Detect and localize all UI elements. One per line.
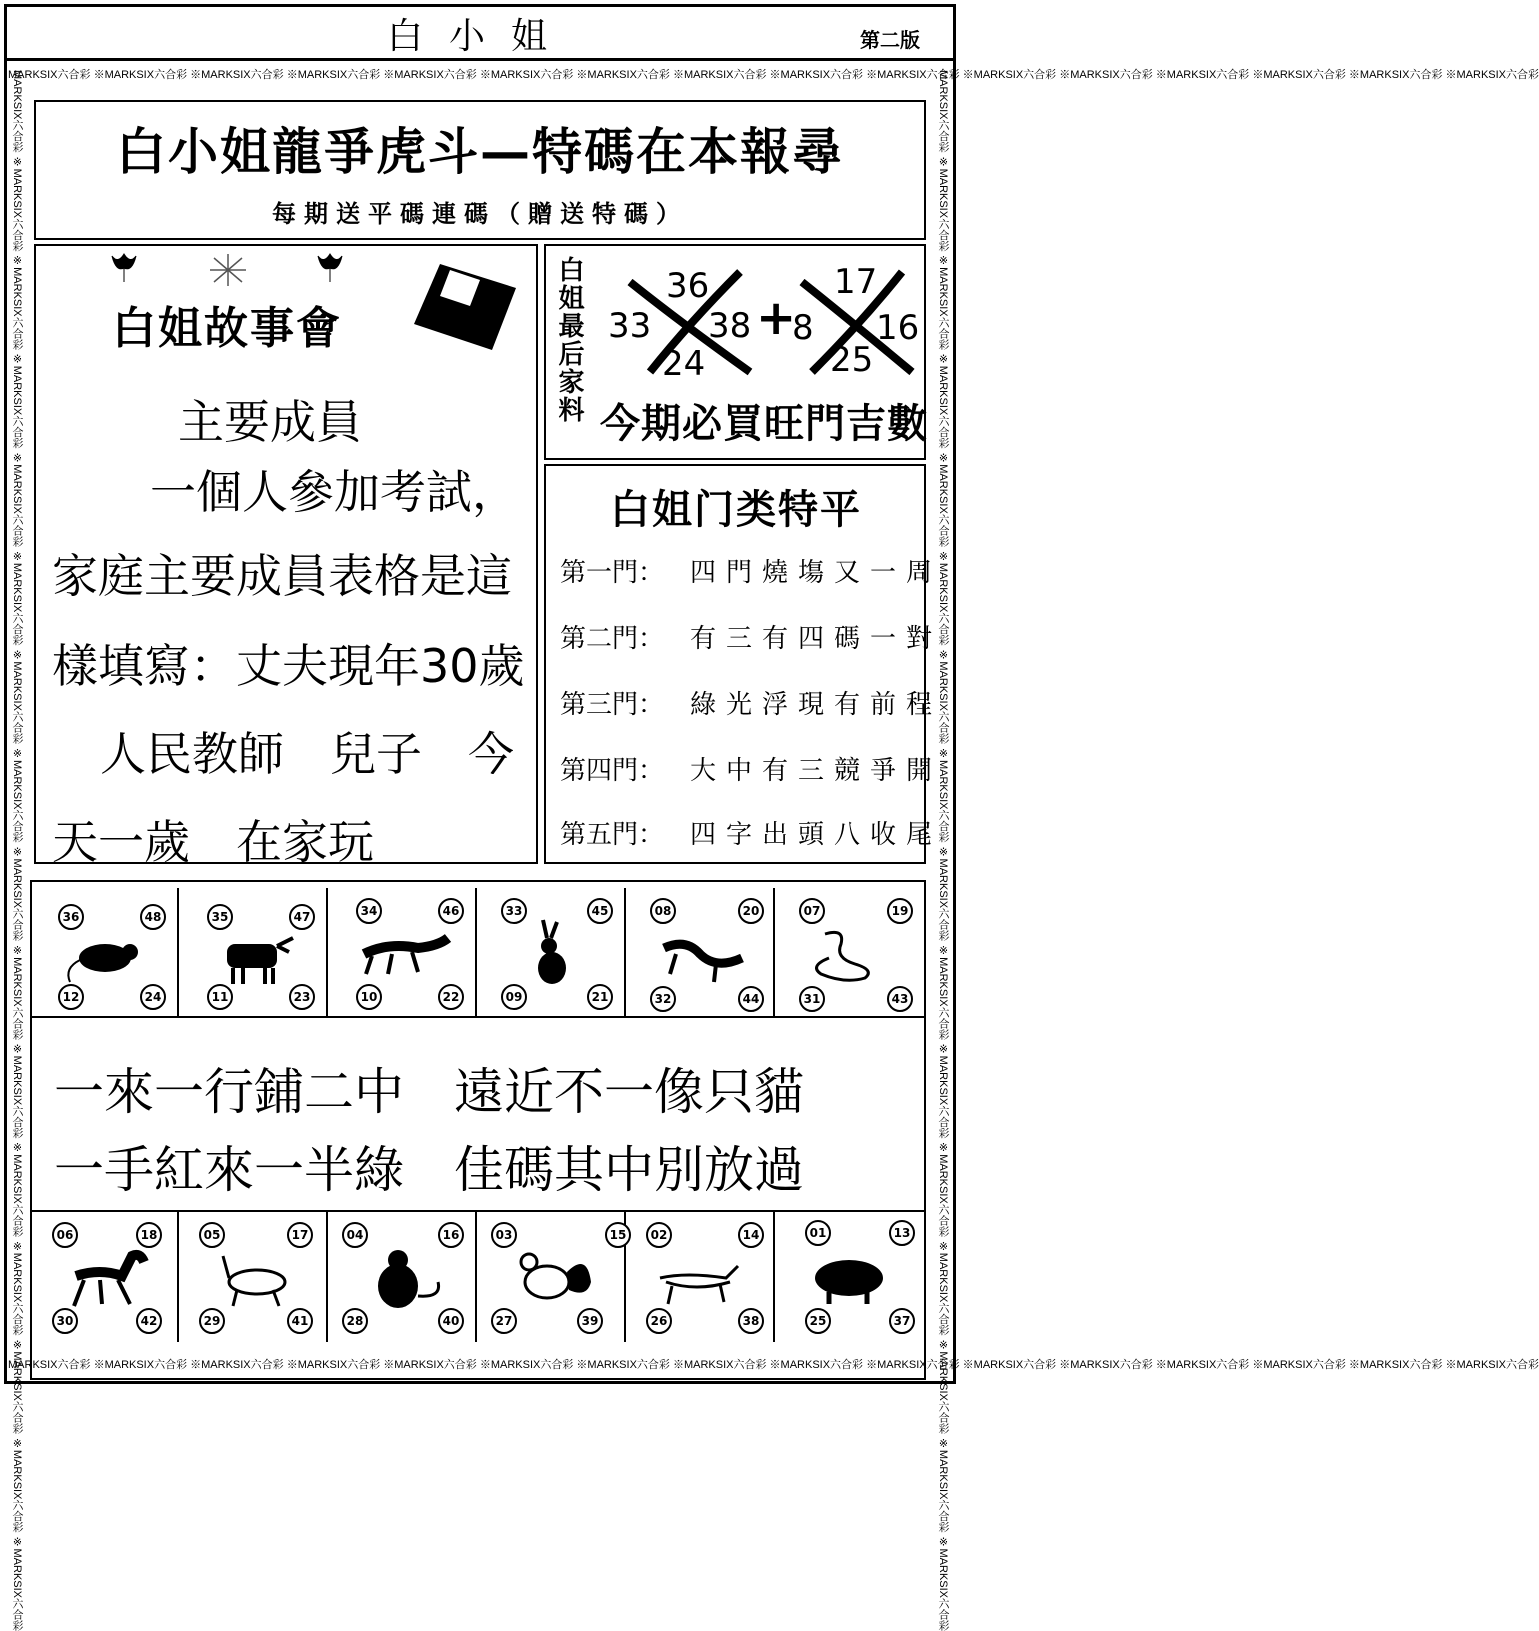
cross-number: 38 <box>708 306 752 346</box>
number-ball: 20 <box>738 898 764 924</box>
number-ball: 44 <box>738 986 764 1012</box>
rat-icon <box>60 918 150 988</box>
ox-icon <box>209 918 299 988</box>
number-ball: 28 <box>342 1308 368 1334</box>
number-ball: 19 <box>887 898 913 924</box>
number-ball: 12 <box>58 984 84 1010</box>
marksix-border-left: MARKSIX六合彩 ※MARKSIX六合彩 ※MARKSIX六合彩 ※MARKSIX六合彩 ※MARKSIX六合彩 ※MARKSIX六合彩 ※MARKSIX六合彩 ※MARKSIX六合彩 ※MARKSIX六合彩 ※MARKSIX六合彩 ※MARKSIX六合彩 ※MARKSIX六合彩 ※MARKSIX六合彩 ※MARKSIX六合彩 ※MARKSIX六合彩 ※MARKSIX六合彩 <box>11 70 23 1631</box>
zodiac-cell <box>477 1212 626 1342</box>
cross-number: 36 <box>666 266 710 306</box>
lucky-numbers-caption: 今期必買旺門吉數 <box>600 401 928 447</box>
goat-icon <box>209 1242 299 1312</box>
tulip-icon <box>310 250 350 284</box>
marksix-border-right: MARKSIX六合彩 ※MARKSIX六合彩 ※MARKSIX六合彩 ※MARKSIX六合彩 ※MARKSIX六合彩 ※MARKSIX六合彩 ※MARKSIX六合彩 ※MARKSIX六合彩 ※MARKSIX六合彩 ※MARKSIX六合彩 ※MARKSIX六合彩 ※MARKSIX六合彩 ※MARKSIX六合彩 ※MARKSIX六合彩 ※MARKSIX六合彩 ※MARKSIX六合彩 <box>937 70 949 1631</box>
story-line: 天一歲 在家玩 <box>52 815 374 869</box>
number-ball: 22 <box>438 984 464 1010</box>
door-item: 第三門： 綠光浮現有前程 <box>560 690 943 720</box>
number-ball: 04 <box>342 1222 368 1248</box>
number-ball: 31 <box>799 986 825 1012</box>
number-ball: 24 <box>140 984 166 1010</box>
zodiac-cell <box>626 1212 775 1342</box>
zodiac-cell <box>179 1212 328 1342</box>
door-item: 第二門： 有三有四碼一對 <box>560 624 943 654</box>
number-ball: 35 <box>207 904 233 930</box>
number-ball: 03 <box>491 1222 517 1248</box>
number-ball: 02 <box>646 1222 672 1248</box>
number-ball: 46 <box>438 898 464 924</box>
zodiac-cell <box>328 888 477 1018</box>
story-line: 人民教師 兒子 今 <box>100 727 514 781</box>
number-ball: 15 <box>605 1222 631 1248</box>
number-ball: 33 <box>501 898 527 924</box>
headline-main: 白小姐龍爭虎斗—特碼在本報尋 <box>116 123 844 181</box>
number-ball: 36 <box>58 904 84 930</box>
door-item: 第五門： 四字出頭八收尾 <box>560 820 943 850</box>
cross-number: 16 <box>876 308 920 348</box>
number-ball: 48 <box>140 904 166 930</box>
door-item: 第一門： 四門燒塲又一周 <box>560 558 943 588</box>
rooster-icon <box>507 1242 597 1312</box>
door-categories-title: 白姐门类特平 <box>610 487 862 533</box>
number-ball: 25 <box>805 1308 831 1334</box>
poem-line: 一手紅來一半綠 佳碼其中別放過 <box>54 1141 804 1199</box>
zodiac-cell <box>30 888 179 1018</box>
number-ball: 37 <box>889 1308 915 1334</box>
dog-icon <box>656 1242 746 1312</box>
panel-vertical-label: 白姐最后家料 <box>554 256 584 424</box>
story-line: 一個人參加考試， <box>150 465 518 519</box>
number-ball: 43 <box>887 986 913 1012</box>
zodiac-cell <box>328 1212 477 1342</box>
story-line: 家庭主要成員表格是這 <box>52 549 512 603</box>
book-icon <box>410 260 520 352</box>
number-ball: 06 <box>52 1222 78 1248</box>
number-ball: 23 <box>289 984 315 1010</box>
dragon-icon <box>656 918 746 988</box>
zodiac-cell <box>775 888 924 1018</box>
number-ball: 45 <box>587 898 613 924</box>
cross-number: 33 <box>608 306 652 346</box>
number-ball: 21 <box>587 984 613 1010</box>
tulip-icon <box>104 250 144 284</box>
number-ball: 26 <box>646 1308 672 1334</box>
number-ball: 13 <box>889 1220 915 1246</box>
number-ball: 39 <box>577 1308 603 1334</box>
zodiac-cell <box>775 1212 924 1342</box>
monkey-icon <box>358 1242 448 1312</box>
number-ball: 16 <box>438 1222 464 1248</box>
cross-number: 25 <box>830 340 874 380</box>
plus-sign: + <box>756 290 797 346</box>
number-ball: 30 <box>52 1308 78 1334</box>
story-line: 樣填寫：丈夫現年30歲 <box>52 639 525 693</box>
page-title: 白小姐 <box>386 16 573 57</box>
number-ball: 47 <box>289 904 315 930</box>
headline-sub: 每期送平碼連碼（贈送特碼） <box>272 200 688 228</box>
edition-label: 第二版 <box>860 28 920 52</box>
cross-number: 24 <box>662 344 706 384</box>
sparkle-icon <box>206 252 250 288</box>
story-line: 主要成員 <box>178 395 362 449</box>
horse-icon <box>60 1242 150 1312</box>
snake-icon <box>805 918 895 988</box>
number-ball: 01 <box>805 1220 831 1246</box>
zodiac-cell <box>179 888 328 1018</box>
number-ball: 08 <box>650 898 676 924</box>
pig-icon <box>805 1242 895 1312</box>
number-ball: 34 <box>356 898 382 924</box>
zodiac-cell <box>477 888 626 1018</box>
story-title: 白姐故事會 <box>112 303 342 354</box>
zodiac-cell <box>30 1212 179 1342</box>
number-ball: 42 <box>136 1308 162 1334</box>
number-ball: 29 <box>199 1308 225 1334</box>
cross-number: 17 <box>834 262 878 302</box>
number-ball: 40 <box>438 1308 464 1334</box>
marksix-border-bottom: MARKSIX六合彩 ※MARKSIX六合彩 ※MARKSIX六合彩 ※MARKSIX六合彩 ※MARKSIX六合彩 ※MARKSIX六合彩 ※MARKSIX六合彩 ※MARKSIX六合彩 ※MARKSIX六合彩 ※MARKSIX六合彩 ※MARKSIX六合彩 ※MARKSIX六合彩 ※MARKSIX六合彩 ※MARKSIX六合彩 ※MARKSIX六合彩 ※MARKSIX六合彩 <box>8 1359 1539 1371</box>
zodiac-row-bottom <box>30 1210 926 1340</box>
number-ball: 32 <box>650 986 676 1012</box>
number-ball: 11 <box>207 984 233 1010</box>
number-ball: 10 <box>356 984 382 1010</box>
number-ball: 18 <box>136 1222 162 1248</box>
tiger-icon <box>358 918 448 988</box>
number-ball: 17 <box>287 1222 313 1248</box>
header-divider <box>4 58 956 61</box>
number-ball: 07 <box>799 898 825 924</box>
number-ball: 41 <box>287 1308 313 1334</box>
poem-line: 一來一行鋪二中 遠近不一像只貓 <box>54 1063 804 1121</box>
zodiac-row-top <box>30 888 926 1018</box>
number-ball: 09 <box>501 984 527 1010</box>
number-ball: 27 <box>491 1308 517 1334</box>
number-ball: 05 <box>199 1222 225 1248</box>
zodiac-cell <box>626 888 775 1018</box>
number-ball: 38 <box>738 1308 764 1334</box>
cross-number: 8 <box>792 308 814 348</box>
number-ball: 14 <box>738 1222 764 1248</box>
rabbit-icon <box>507 918 597 988</box>
marksix-border-top: MARKSIX六合彩 ※MARKSIX六合彩 ※MARKSIX六合彩 ※MARKSIX六合彩 ※MARKSIX六合彩 ※MARKSIX六合彩 ※MARKSIX六合彩 ※MARKSIX六合彩 ※MARKSIX六合彩 ※MARKSIX六合彩 ※MARKSIX六合彩 ※MARKSIX六合彩 ※MARKSIX六合彩 ※MARKSIX六合彩 ※MARKSIX六合彩 ※MARKSIX六合彩 <box>8 69 1539 81</box>
door-item: 第四門： 大中有三競爭開 <box>560 756 943 786</box>
